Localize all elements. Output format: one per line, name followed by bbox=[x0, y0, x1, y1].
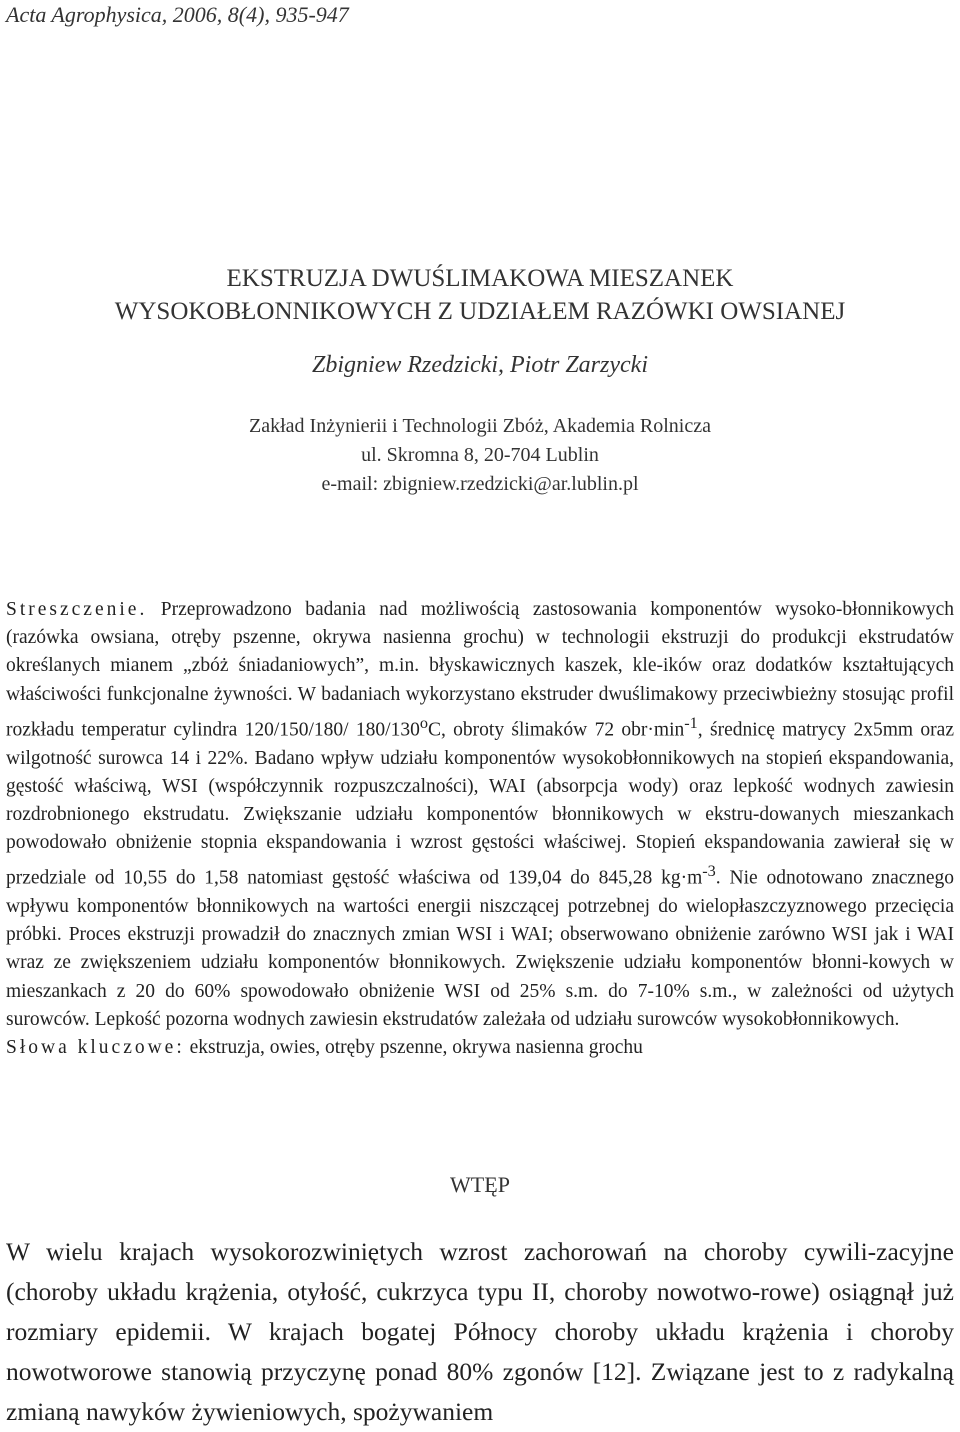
title-line-1: EKSTRUZJA DWUŚLIMAKOWA MIESZANEK bbox=[226, 265, 734, 292]
keywords bbox=[6, 1034, 954, 1062]
section-heading: WTĘP bbox=[450, 1172, 510, 1197]
keywords-text: ekstruzja, owies, otręby pszenne, okrywa nasienna grochu bbox=[184, 1037, 643, 1059]
affiliation bbox=[0, 412, 960, 499]
intro-paragraph: W wielu krajach wysokorozwiniętych wzrost zachorowań na choroby cywili-zacyjne (choroby układu krążenia, otyłość, cukrzyca typu II, choroby nowotwo-rowe) osiągnął już rozmiary epidemii. W krajach bogatej Północy choroby układu krążenia i choroby nowotworowe stanowią przyczynę ponad 80% zgonów [12]. Związane jest to z radykalną zmianą nawyków żywieniowych, spożywaniem bbox=[6, 1237, 954, 1426]
affiliation-email: e-mail: zbigniew.rzedzicki@ar.lublin.pl bbox=[321, 473, 639, 495]
degree-symbol: o bbox=[419, 713, 428, 732]
title-line-2: WYSOKOBŁONNIKOWYCH Z UDZIAŁEM RAZÓWKI OWSIANEJ bbox=[114, 298, 846, 325]
abstract-paragraph bbox=[6, 596, 954, 1034]
paper-title bbox=[0, 262, 960, 328]
superscript-2: -3 bbox=[702, 862, 716, 881]
abstract-text-2: C, obroty ślimaków 72 obr·min bbox=[427, 719, 685, 741]
abstract bbox=[6, 596, 954, 1062]
keywords-label: Słowa kluczowe: bbox=[6, 1037, 185, 1059]
superscript-1: -1 bbox=[684, 713, 698, 732]
abstract-text-3: , średnicę matrycy 2x5mm oraz wilgotność surowca 14 i 22%. Badano wpływ udziału komponentów wysokobłonnikowych na stopień ekspandowania, gęstość właściwą, WSI (współczynnik rozpuszczalności), WAI (absorpcja wody) oraz lepkość wodnych zawiesin rozdrobnionego ekstrudatu. Zwiększanie udziału komponentów błonnikowych w ekstru-dowanych mieszankach powodowało obniżenie stopnia ekspandowania i wzrost gęstości właściwej. Stopień ekspandowania zawierał się w przedziale od 10,55 do 1,58 natomiast gęstość właściwa od 139,04 do 845,28 kg·m bbox=[6, 719, 954, 889]
journal-citation: Acta Agrophysica, 2006, 8(4), 935-947 bbox=[6, 2, 349, 27]
affiliation-line-2: ul. Skromna 8, 20-704 Lublin bbox=[361, 444, 599, 466]
abstract-text-4: . Nie odnotowano znacznego wpływu komponentów błonnikowych na wartości energii niszczącej potrzebnej do wielopłaszczyznowego przecięcia próbki. Proces ekstruzji prowadził do znacznych zmian WSI i WAI; obserwowano obniżenie zarówno WSI jak i WAI wraz ze zwiększeniem udziału komponentów błonnikowych. Zwiększenie udziału komponentów błonni-kowych w mieszankach z 20 do 60% spowodowało obniżenie WSI od 25% s.m. do 7-10% s.m., w zależności od użytych surowców. Lepkość pozorna wodnych zawiesin ekstrudatów zależała od udziału surowców wysokobłonnikowych. bbox=[6, 867, 954, 1030]
authors: Zbigniew Rzedzicki, Piotr Zarzycki bbox=[312, 352, 648, 378]
affiliation-line-1: Zakład Inżynierii i Technologii Zbóż, Akademia Rolnicza bbox=[249, 415, 711, 437]
abstract-text-1: Przeprowadzono badania nad możliwością zastosowania komponentów wysoko-błonnikowych (razówka owsiana, otręby pszenne, okrywa nasienna grochu) w technologii ekstruzji do produkcji ekstrudatów określanych mianem „zbóż śniadaniowych”, m.in. błyskawicznych kaszek, kle-ików oraz dodatków kształtujących właściwości funkcjonalne żywności. W badaniach wykorzystano ekstruder dwuślimakowy przeciwbieżny stosując profil rozkładu temperatur cylindra 120/150/180/ 180/130 bbox=[6, 599, 954, 741]
abstract-label: Streszczenie. bbox=[6, 599, 148, 620]
